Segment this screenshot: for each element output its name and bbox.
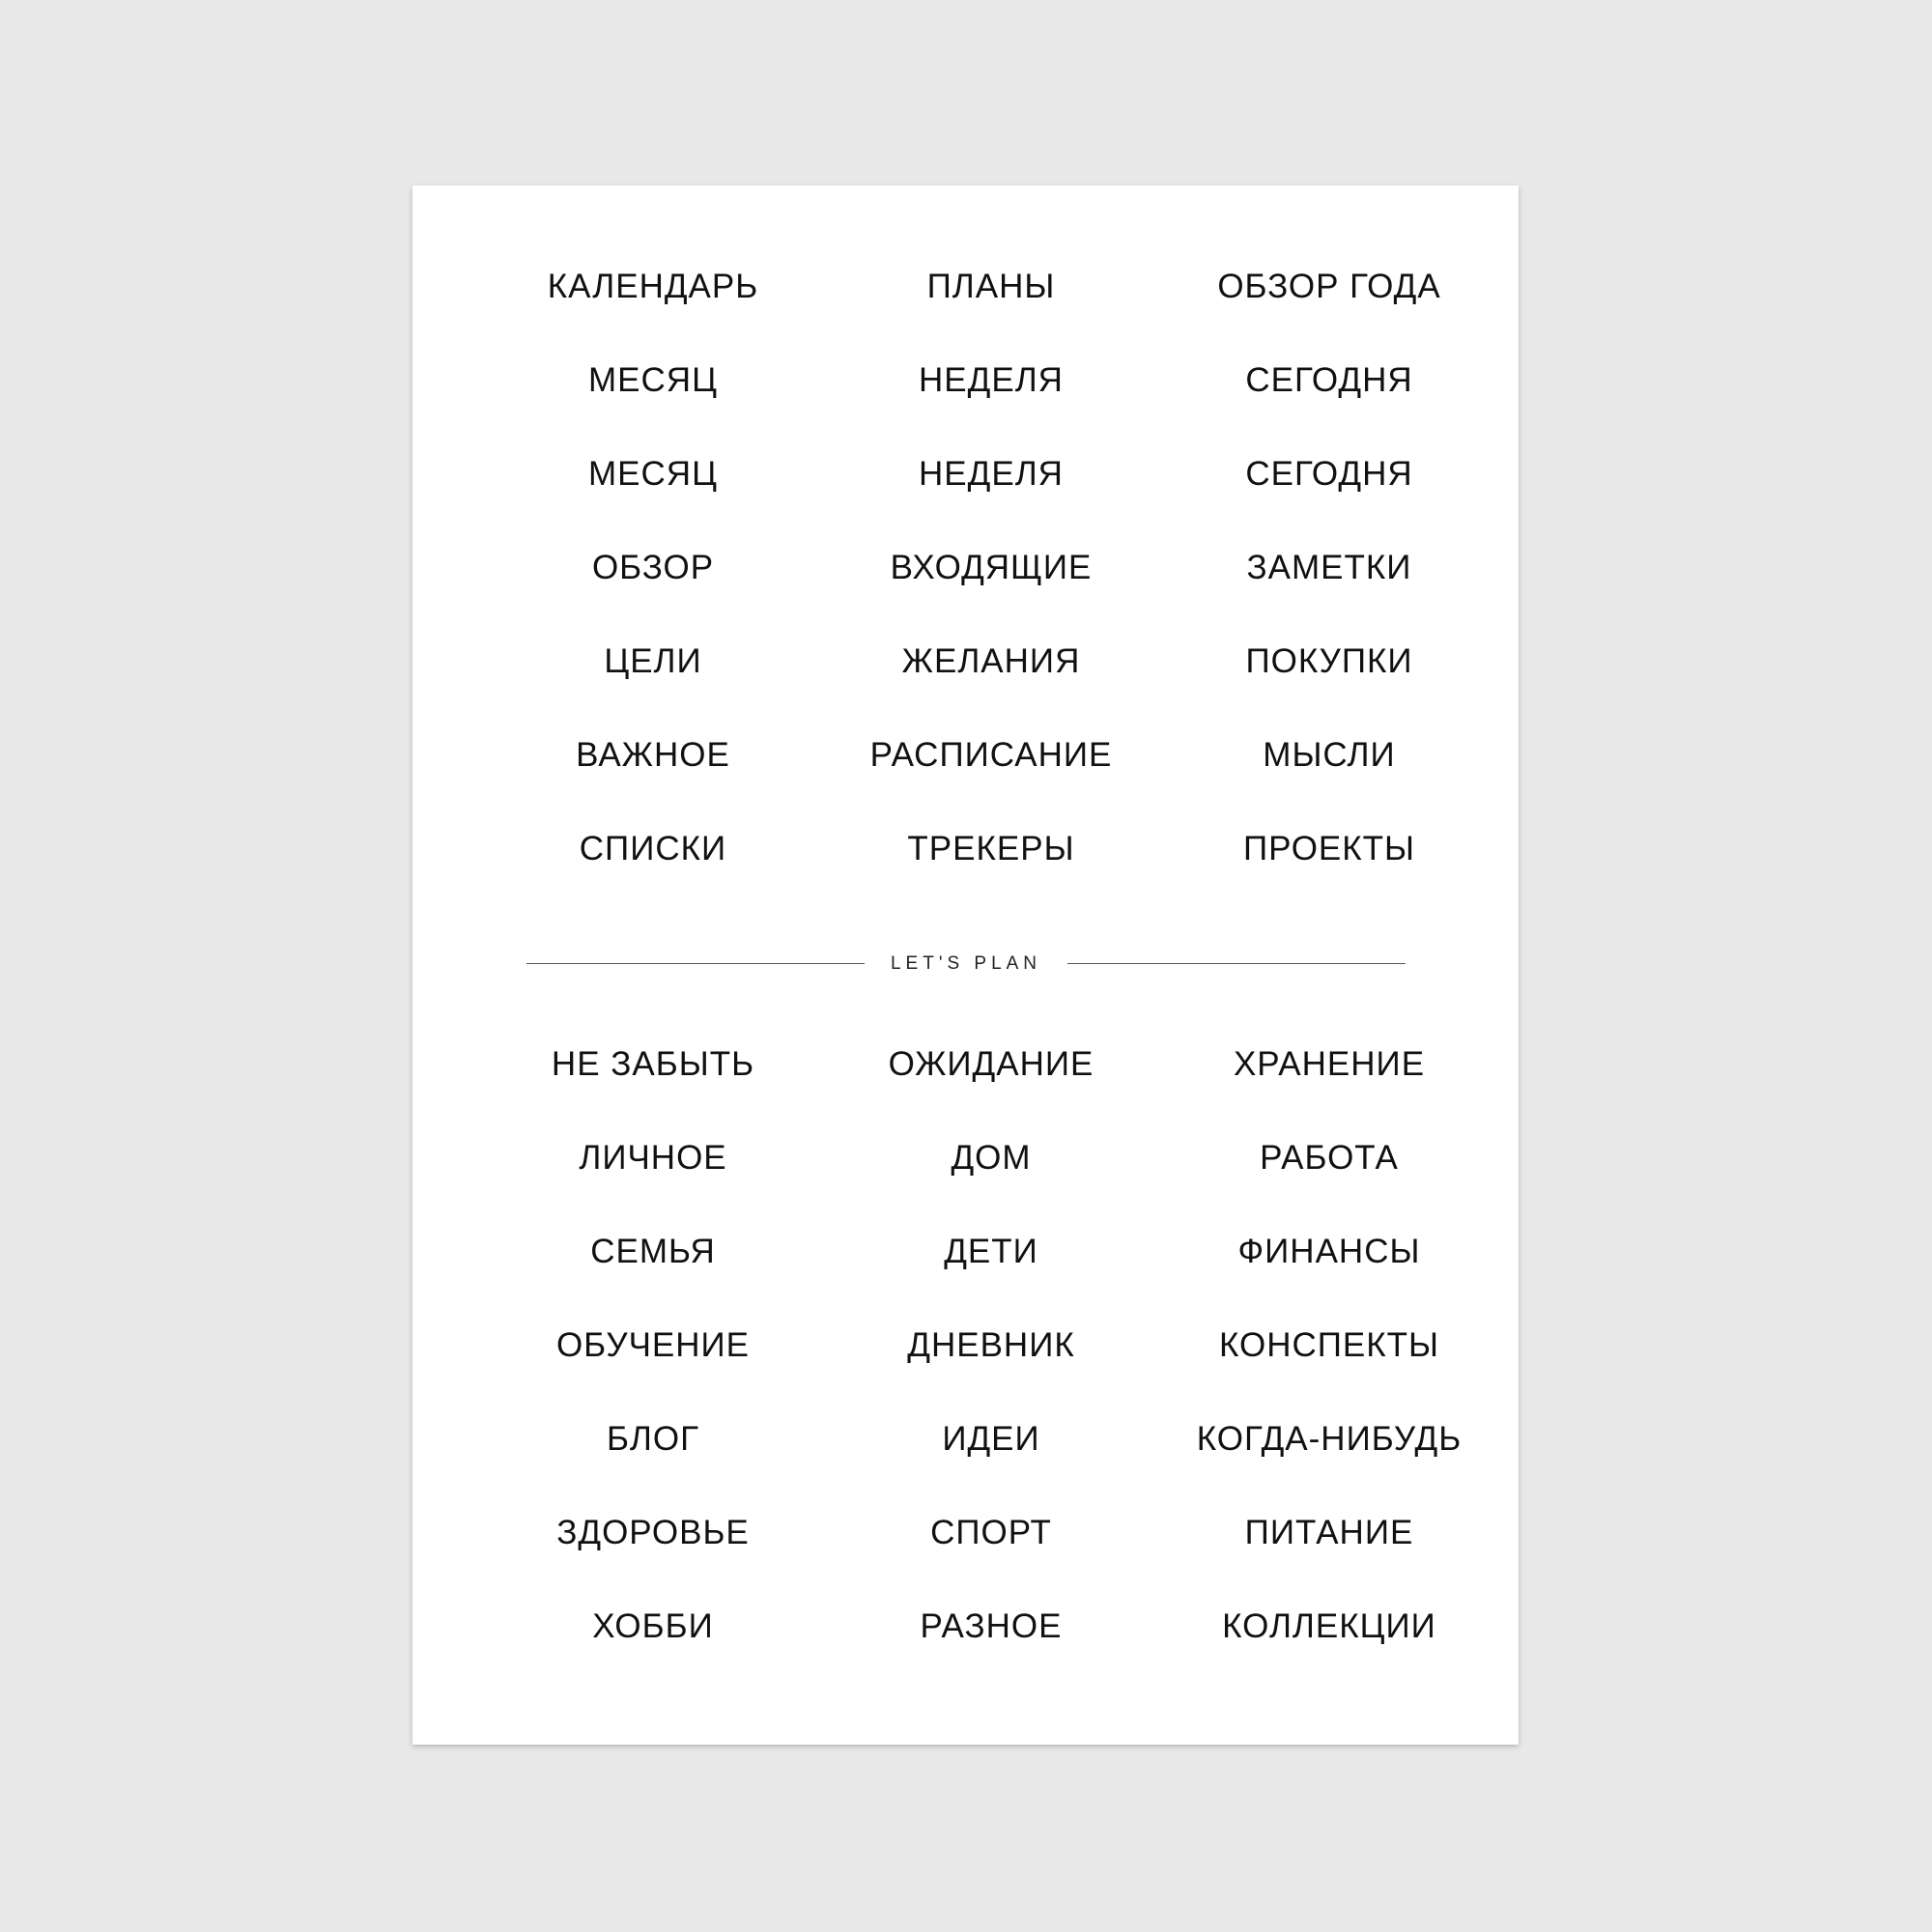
bottom-label-grid	[412, 1045, 1519, 1706]
sticker-label: РАБОТА	[1260, 1139, 1399, 1177]
sticker-label: МЕСЯЦ	[588, 455, 718, 493]
sticker-label: ЛИЧНОЕ	[579, 1139, 727, 1177]
sticker-label: ПИТАНИЕ	[1244, 1514, 1414, 1551]
sticker-label: КОГДА-НИБУДЬ	[1196, 1420, 1463, 1458]
section-divider	[526, 954, 1406, 974]
sticker-label: СЕГОДНЯ	[1245, 361, 1413, 399]
divider-line-left	[526, 963, 865, 964]
sticker-label: СЕГОДНЯ	[1245, 455, 1413, 493]
sticker-label: СЕМЬЯ	[590, 1233, 716, 1270]
sticker-label: ЗДОРОВЬЕ	[556, 1514, 750, 1551]
sticker-label: БЛОГ	[606, 1420, 700, 1458]
sticker-label: СПОРТ	[930, 1514, 1052, 1551]
top-label-grid	[412, 268, 1519, 928]
sticker-label: КОЛЛЕКЦИИ	[1222, 1607, 1436, 1645]
sticker-label: РАСПИСАНИЕ	[869, 736, 1113, 774]
sticker-label: НЕДЕЛЯ	[919, 361, 1064, 399]
sticker-label: ФИНАНСЫ	[1237, 1233, 1421, 1270]
sticker-label: РАЗНОЕ	[920, 1607, 1063, 1645]
sticker-label: ВАЖНОЕ	[576, 736, 730, 774]
sticker-label: МЫСЛИ	[1263, 736, 1396, 774]
sticker-label: МЕСЯЦ	[588, 361, 718, 399]
sticker-label: ПРОЕКТЫ	[1242, 830, 1416, 867]
sticker-label: ДНЕВНИК	[907, 1326, 1075, 1364]
sticker-label: ОЖИДАНИЕ	[888, 1045, 1094, 1083]
sticker-label: НЕДЕЛЯ	[919, 455, 1064, 493]
divider-line-right	[1067, 963, 1406, 964]
sticker-label: ОБЗОР	[591, 549, 715, 586]
sticker-label: ПОКУПКИ	[1245, 642, 1413, 680]
sticker-label: СПИСКИ	[579, 830, 727, 867]
sticker-label: ОБЗОР ГОДА	[1217, 268, 1441, 305]
sticker-label: ВХОДЯЩИЕ	[890, 549, 1093, 586]
sticker-label: ХРАНЕНИЕ	[1233, 1045, 1426, 1083]
sticker-label: ДЕТИ	[944, 1233, 1038, 1270]
sticker-label: ЗАМЕТКИ	[1246, 549, 1412, 586]
sticker-label: НЕ ЗАБЫТЬ	[551, 1045, 755, 1083]
divider-text: LET'S PLAN	[890, 953, 1042, 974]
sticker-label: ИДЕИ	[942, 1420, 1040, 1458]
sticker-label: ОБУЧЕНИЕ	[555, 1326, 751, 1364]
sticker-label: ЖЕЛАНИЯ	[901, 642, 1081, 680]
sticker-label: ХОББИ	[592, 1607, 714, 1645]
sticker-label: ЦЕЛИ	[604, 642, 702, 680]
sticker-sheet	[412, 185, 1519, 1745]
sticker-label: КАЛЕНДАРЬ	[547, 268, 759, 305]
sticker-label: ДОМ	[951, 1139, 1032, 1177]
sticker-label: ТРЕКЕРЫ	[907, 830, 1075, 867]
sticker-label: ПЛАНЫ	[926, 268, 1056, 305]
sticker-label: КОНСПЕКТЫ	[1218, 1326, 1440, 1364]
